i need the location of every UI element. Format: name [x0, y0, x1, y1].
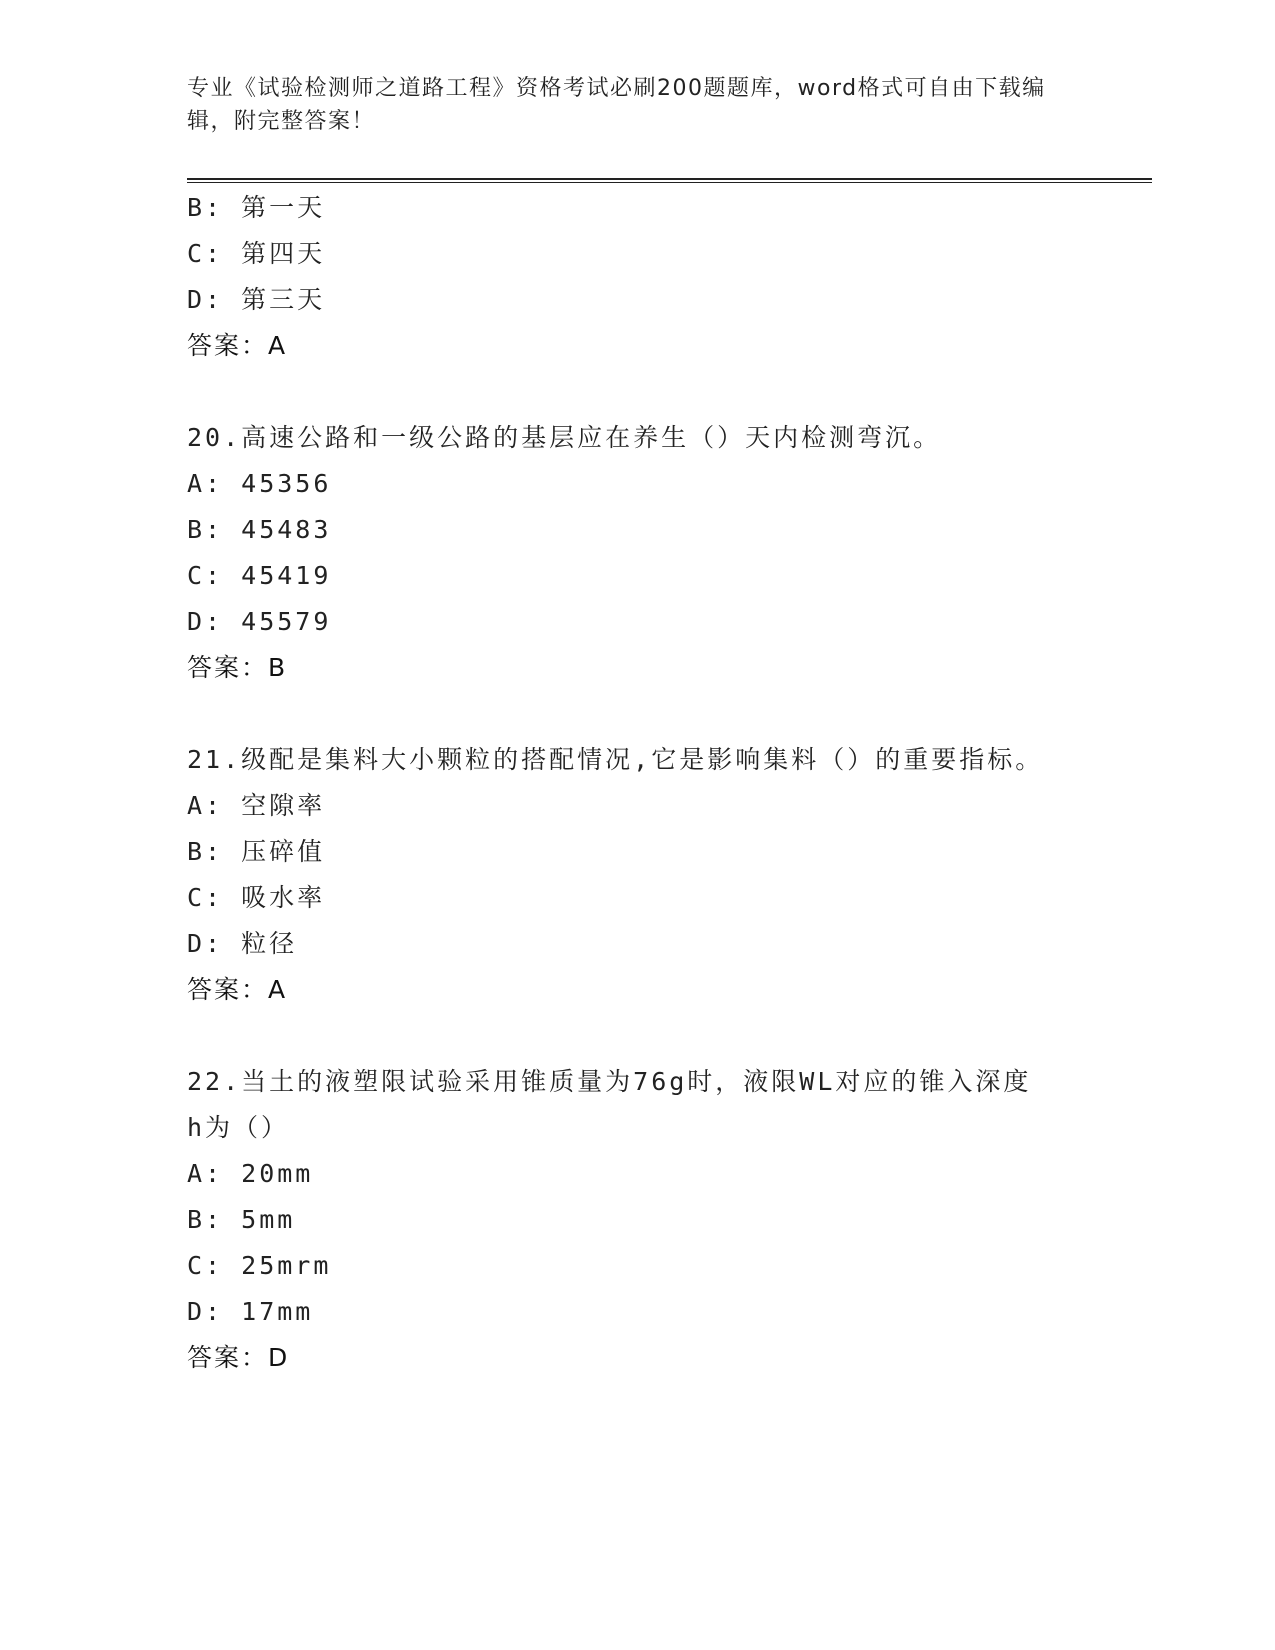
answer-line: 答案：B	[187, 653, 288, 682]
answer-line: 答案：A	[187, 975, 288, 1004]
option-d: D: 第三天	[187, 285, 326, 314]
option-a: A: 20mm	[187, 1159, 314, 1188]
question-fragment	[187, 185, 1147, 369]
option-c: C: 45419	[187, 561, 332, 590]
option-b: B: 压碎值	[187, 837, 326, 866]
question-21	[187, 737, 1147, 1013]
option-c: C: 吸水率	[187, 883, 326, 912]
question-22	[187, 1059, 1147, 1381]
option-b: B: 5mm	[187, 1205, 296, 1234]
option-b: B: 第一天	[187, 193, 326, 222]
spacer	[187, 369, 1147, 415]
option-d: D: 粒径	[187, 929, 298, 958]
question-stem: 20.高速公路和一级公路的基层应在养生（）天内检测弯沉。	[187, 423, 942, 452]
answer-line: 答案：D	[187, 1343, 290, 1372]
option-c: C: 25mrm	[187, 1251, 332, 1280]
question-20	[187, 415, 1147, 691]
question-stem-line-2: h为（）	[187, 1113, 290, 1142]
option-b: B: 45483	[187, 515, 332, 544]
spacer	[187, 1013, 1147, 1059]
question-stem-line-1: 22.当土的液塑限试验采用锥质量为76g时，液限WL对应的锥入深度	[187, 1067, 1032, 1096]
option-d: D: 45579	[187, 607, 332, 636]
question-list	[187, 185, 1147, 1381]
option-a: A: 空隙率	[187, 791, 326, 820]
option-c: C: 第四天	[187, 239, 326, 268]
spacer	[187, 691, 1147, 737]
option-a: A: 45356	[187, 469, 332, 498]
header-divider	[187, 178, 1152, 183]
question-stem: 21.级配是集料大小颗粒的搭配情况,它是影响集料（）的重要指标。	[187, 745, 1044, 774]
answer-line: 答案：A	[187, 331, 288, 360]
document-header-title: 专业《试验检测师之道路工程》资格考试必刷200题题库，word格式可自由下载编辑，附完整答案！	[187, 76, 1046, 134]
option-d: D: 17mm	[187, 1297, 314, 1326]
